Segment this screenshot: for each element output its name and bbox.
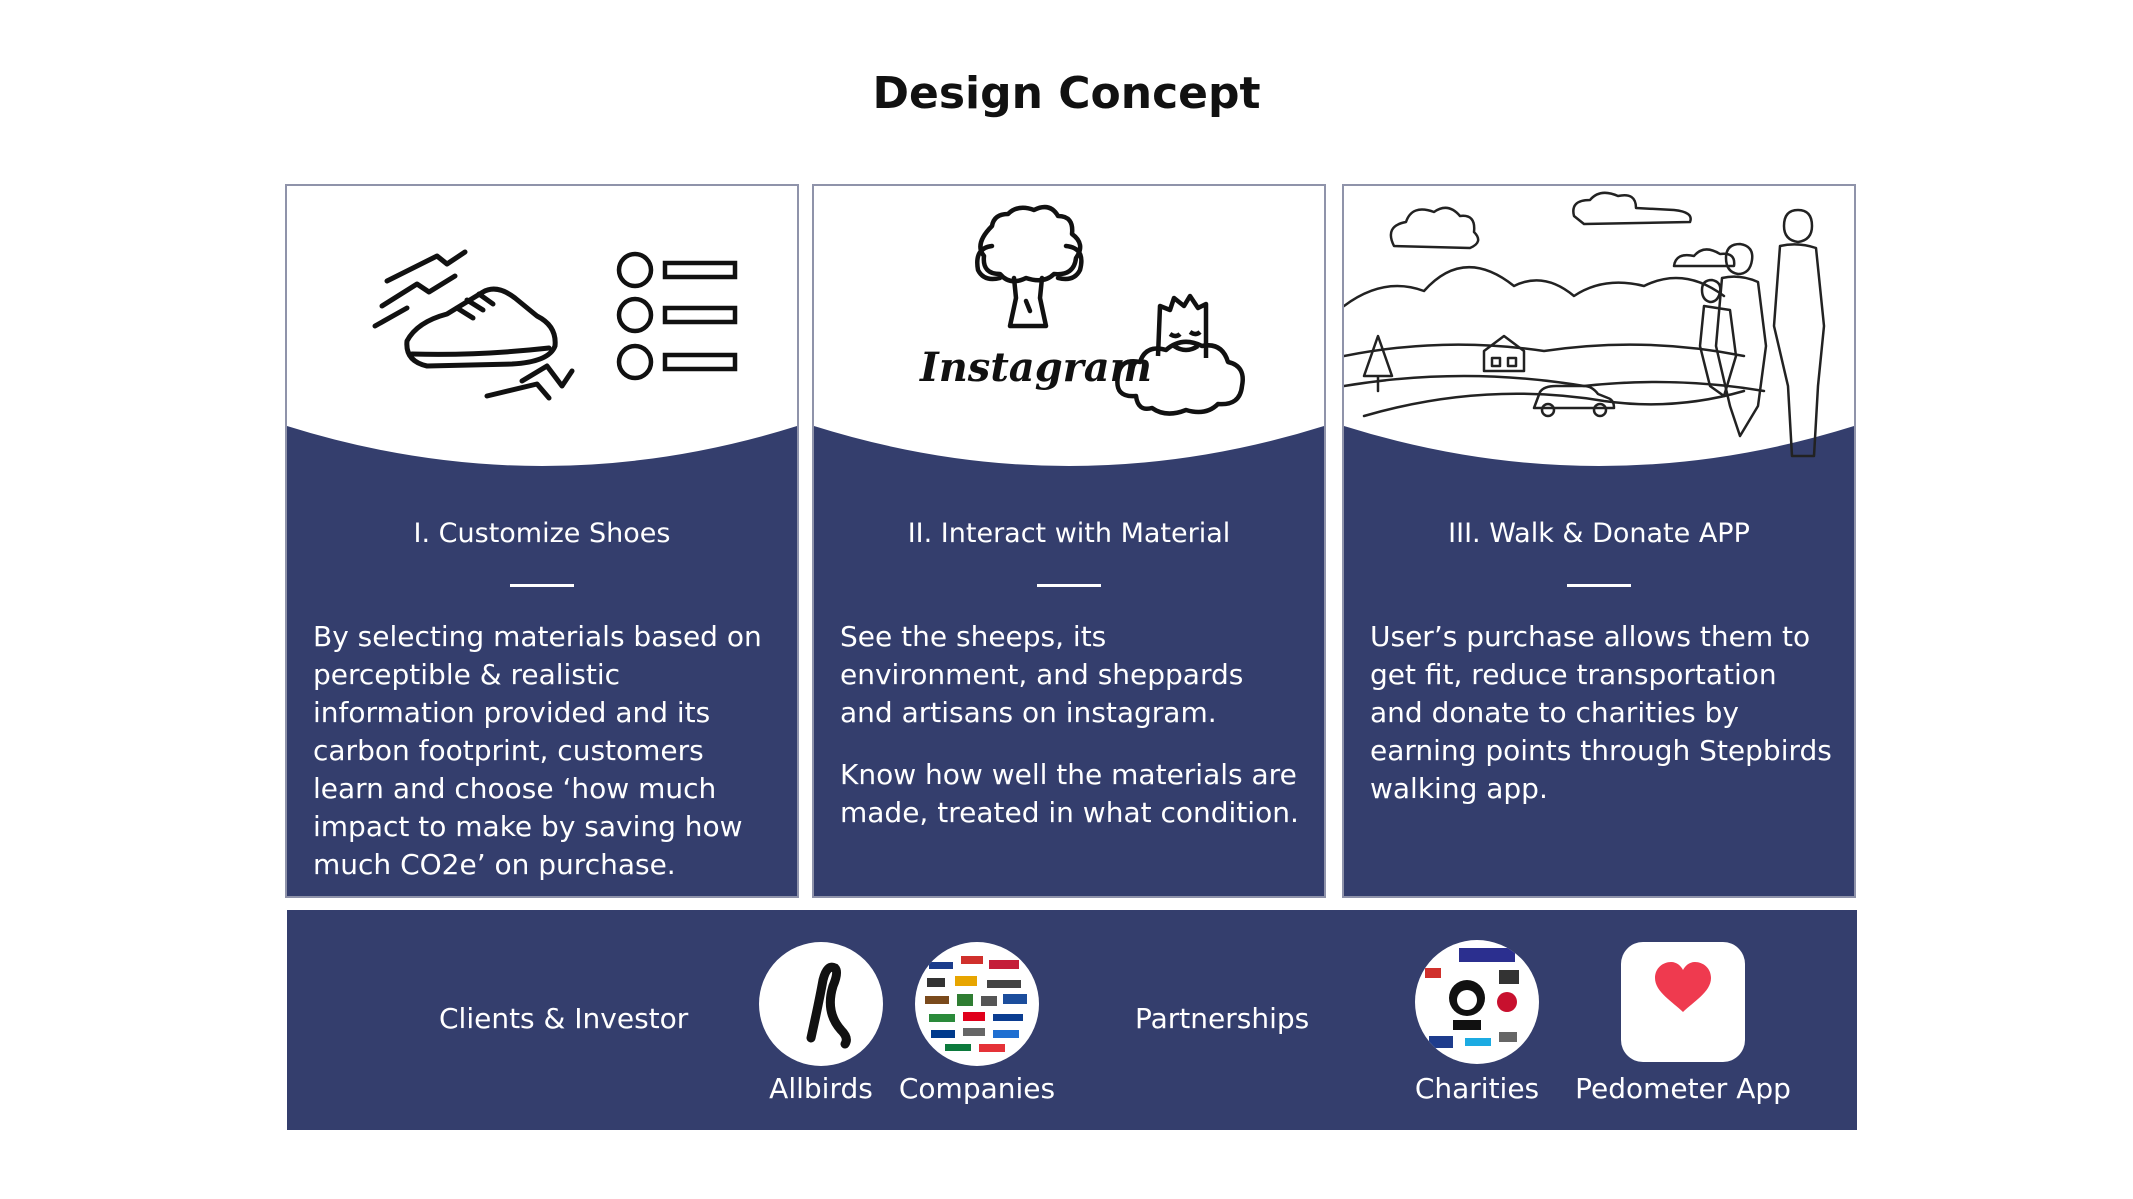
card-customize-shoes bbox=[285, 184, 799, 898]
card-paragraph: See the sheeps, its environment, and sheppards and artisans on instagram. bbox=[840, 620, 1244, 729]
card-title: I. Customize Shoes bbox=[413, 518, 671, 549]
card-body bbox=[840, 618, 1302, 856]
card-title: III. Walk & Donate APP bbox=[1448, 518, 1750, 549]
tree-and-cloud-illustration bbox=[814, 186, 1324, 471]
partners-band bbox=[287, 910, 1857, 1130]
page-title: Design Concept bbox=[872, 68, 1261, 119]
pedometer-app-icon bbox=[1621, 942, 1745, 1062]
companies-logo-collage bbox=[915, 942, 1039, 1066]
family-landscape-illustration bbox=[1344, 186, 1854, 471]
heart-icon bbox=[1655, 962, 1711, 1012]
divider bbox=[1567, 584, 1631, 587]
card-paragraph: Know how well the materials are made, treated in what condition. bbox=[840, 758, 1299, 829]
logo-label: Companies bbox=[898, 1072, 1056, 1105]
card-body bbox=[1370, 618, 1832, 832]
card-title: II. Interact with Material bbox=[907, 518, 1231, 549]
shoe-and-list-illustration bbox=[287, 186, 797, 471]
instagram-wordmark: Instagram bbox=[920, 344, 1152, 391]
divider bbox=[1037, 584, 1101, 587]
logo-label: Charities bbox=[1414, 1072, 1540, 1105]
logo-label: Allbirds bbox=[769, 1072, 873, 1105]
logo-label: Pedometer App bbox=[1575, 1072, 1791, 1105]
card-paragraph: By selecting materials based on perceptible & realistic information provided and its carbon footprint, customers learn and choose ‘how much impact to make by saving how much CO2e’ on purchase. bbox=[313, 620, 762, 881]
charities-logo-collage bbox=[1415, 940, 1539, 1064]
allbirds-logo bbox=[759, 942, 883, 1066]
partnerships-label: Partnerships bbox=[1135, 1002, 1310, 1035]
clients-investor-label: Clients & Investor bbox=[439, 1002, 689, 1035]
divider bbox=[510, 584, 574, 587]
card-interact-with-material bbox=[812, 184, 1326, 898]
card-walk-and-donate-app bbox=[1342, 184, 1856, 898]
card-body bbox=[313, 618, 775, 898]
card-paragraph: User’s purchase allows them to get fit, reduce transportation and donate to charities by earning points through Stepbirds walking app. bbox=[1370, 620, 1832, 805]
